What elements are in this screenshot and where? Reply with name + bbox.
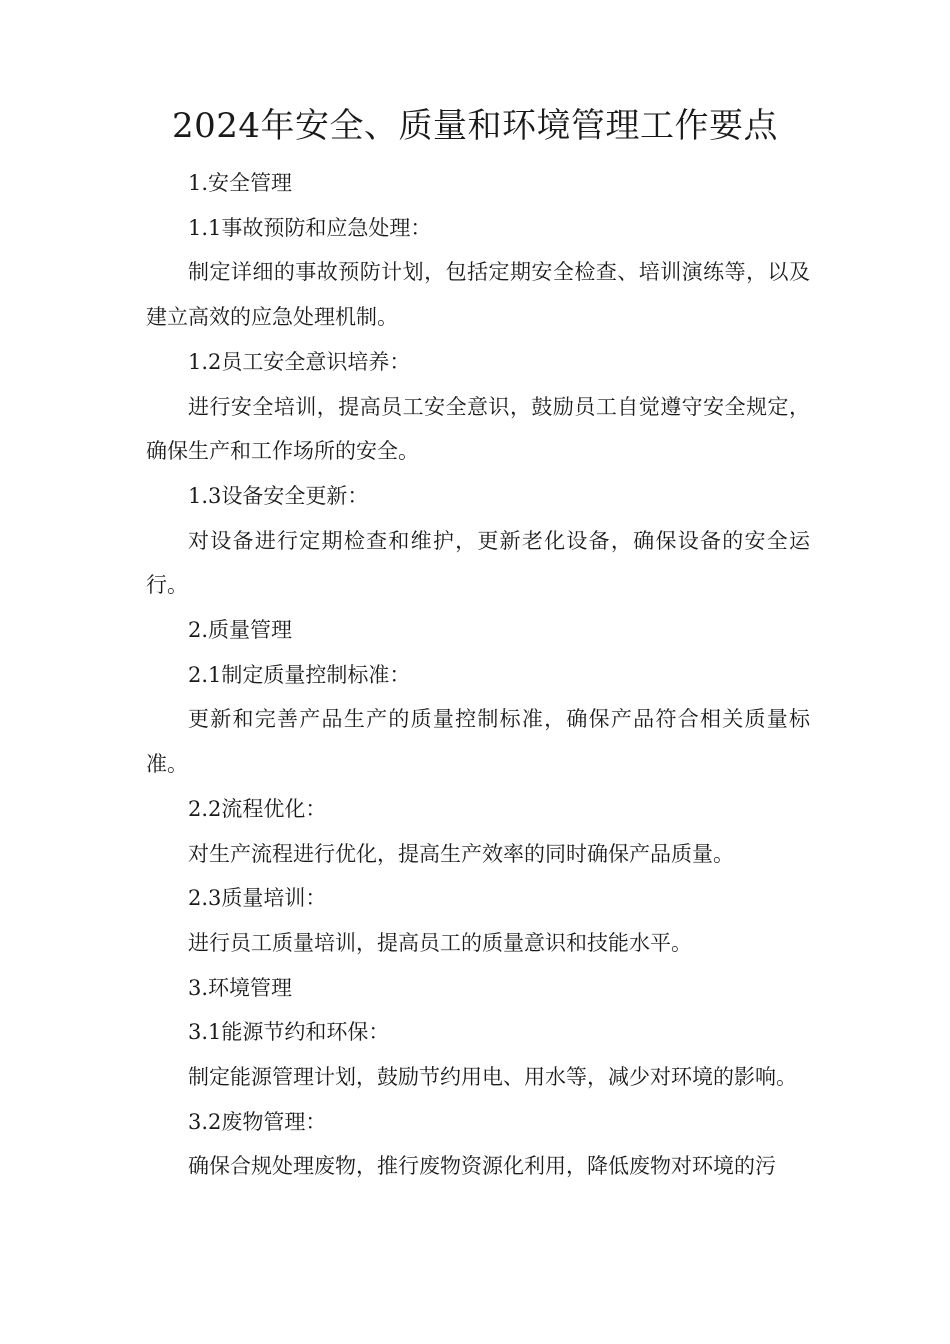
subsection-heading-safety-awareness: 1.2员工安全意识培养： [188, 349, 411, 374]
document-title: 2024年安全、质量和环境管理工作要点 [171, 106, 779, 146]
paragraph-waste-management: 确保合规处理废物，推行废物资源化利用，降低废物对环境的污 [188, 1154, 776, 1179]
subsection-heading-quality-training: 2.3质量培训： [188, 886, 327, 911]
subsection-heading-energy-saving: 3.1能源节约和环保： [188, 1020, 390, 1045]
section-heading-quality: 2.质量管理 [188, 618, 293, 643]
document-body [146, 161, 810, 1189]
paragraph-energy-saving: 制定能源管理计划，鼓励节约用电、用水等，减少对环境的影响。 [188, 1065, 797, 1090]
section-heading-environment: 3.环境管理 [188, 975, 293, 1000]
paragraph-quality-standards: 更新和完善产品生产的质量控制标准，确保产品符合相关质量标准。 [146, 707, 810, 777]
section-heading-safety: 1.安全管理 [188, 171, 293, 195]
paragraph-equipment-safety: 对设备进行定期检查和维护，更新老化设备，确保设备的安全运行。 [146, 528, 810, 598]
subsection-heading-accident-prevention: 1.1事故预防和应急处理： [188, 215, 432, 240]
paragraph-accident-prevention: 制定详细的事故预防计划，包括定期安全检查、培训演练等，以及建立高效的应急处理机制。 [146, 260, 810, 330]
subsection-heading-equipment-safety: 1.3设备安全更新： [188, 483, 369, 508]
paragraph-safety-awareness: 进行安全培训，提高员工安全意识，鼓励员工自觉遵守安全规定，确保生产和工作场所的安全。 [146, 394, 810, 464]
subsection-heading-process-optimization: 2.2流程优化： [188, 796, 327, 821]
subsection-heading-waste-management: 3.2废物管理： [188, 1109, 327, 1134]
paragraph-quality-training: 进行员工质量培训，提高员工的质量意识和技能水平。 [188, 930, 692, 955]
subsection-heading-quality-standards: 2.1制定质量控制标准： [188, 662, 411, 687]
paragraph-process-optimization: 对生产流程进行优化，提高生产效率的同时确保产品质量。 [188, 841, 734, 866]
